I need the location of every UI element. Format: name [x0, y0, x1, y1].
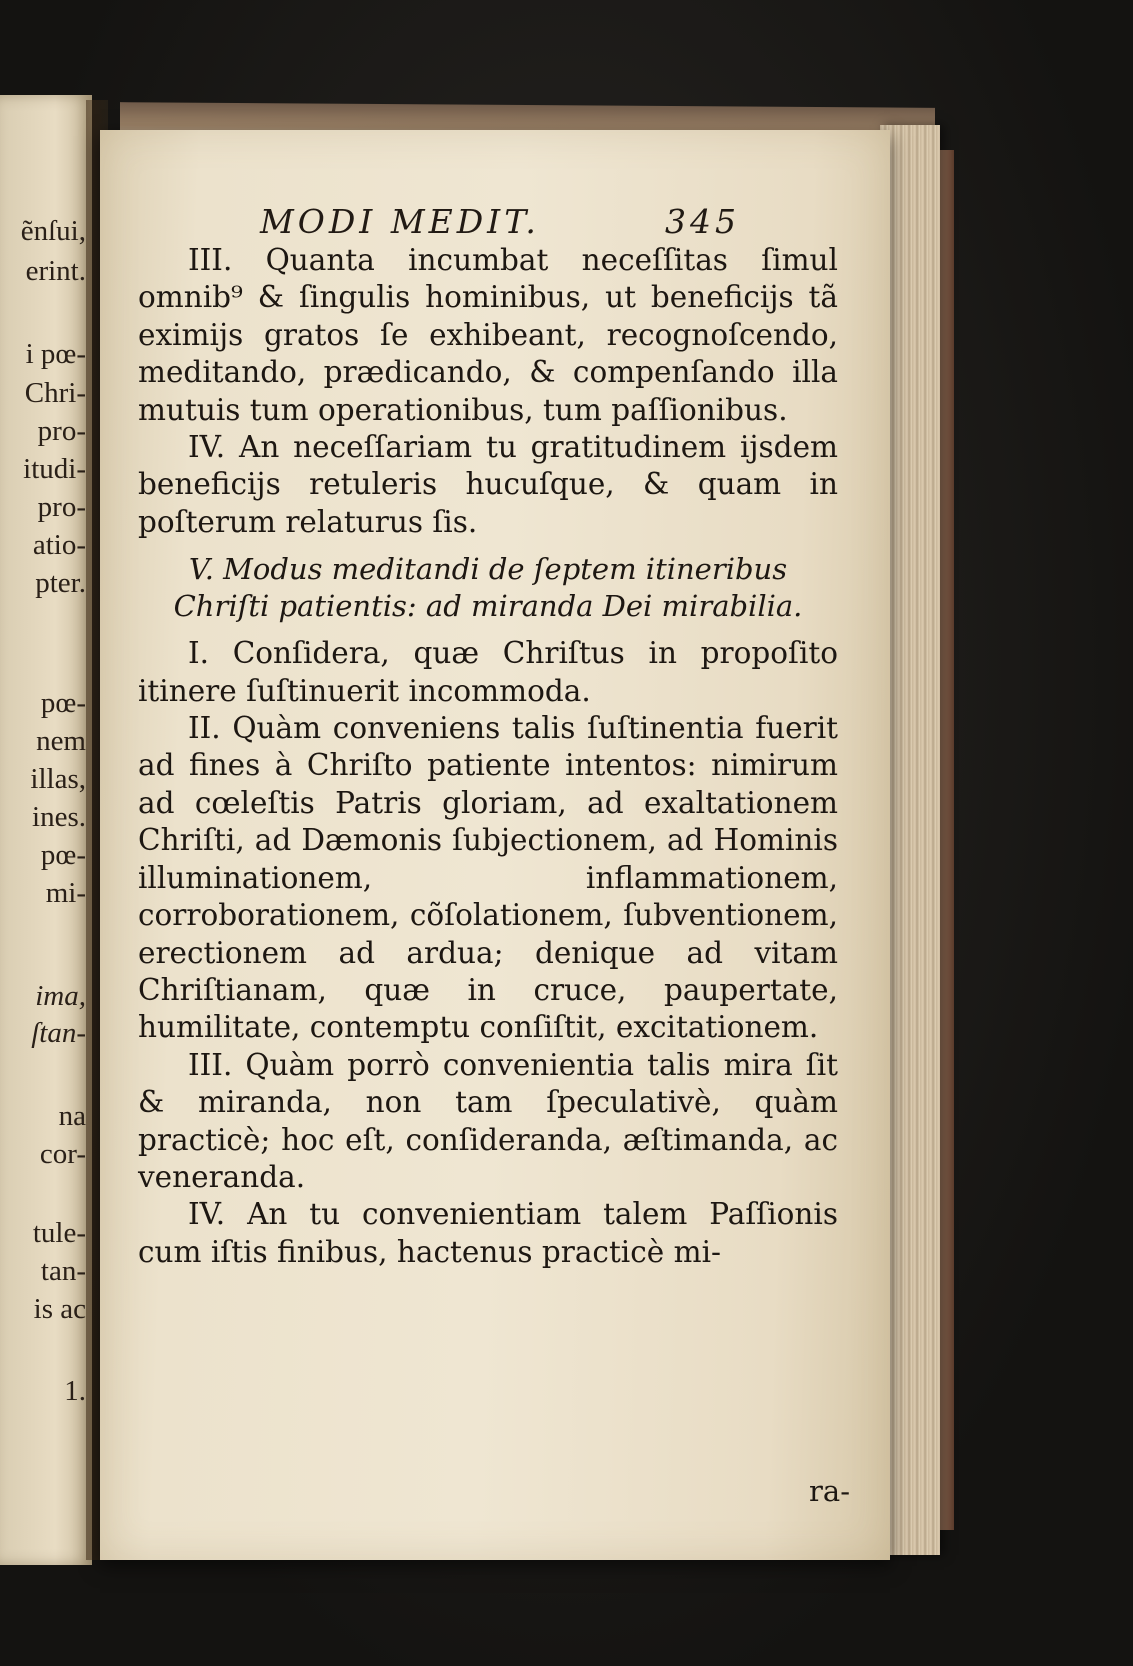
left-fragment: pro-	[37, 415, 86, 447]
paragraph: I. Conſidera, quæ Chriſtus in propoſito itinere ſuſtinuerit incommoda.	[138, 636, 838, 708]
running-header	[260, 202, 740, 241]
left-fragment: tan-	[40, 1255, 86, 1287]
paragraph: III. Quanta incumbat neceſſitas ſimul omnib⁹ & ſingulis hominibus, ut beneficijs tã eximijs gratos ſe exhibeant, recognoſcendo, meditando, prædicando, & compenſando illa mutuis tum operationibus, tum paſſionibus.	[138, 243, 838, 427]
left-page-fragment	[0, 95, 92, 1565]
left-fragment: ẽnſui,	[20, 215, 86, 247]
catchword: ra-	[809, 1474, 850, 1508]
paragraph: II. Quàm conveniens talis ſuſtinentia fuerit ad fines à Chriſto patiente intentos: nimirum ad cœleſtis Patris gloriam, ad exaltationem Chriſti, ad Dæmonis ſubjectionem, ad Hominis illuminationem, inflammationem, corroborationem, cõſolationem, ſubventionem, erectionem ad ardua; denique ad vitam Chriſtianam, quæ in cruce, paupertate, humilitate, contemptu conſiſtit, excitationem.	[138, 711, 838, 1045]
left-fragment: cor-	[39, 1138, 86, 1170]
left-fragment: pœ-	[40, 687, 86, 719]
left-fragment: erint.	[25, 255, 86, 287]
left-fragment: pter.	[35, 567, 86, 599]
left-fragment: ſtan-	[31, 1017, 86, 1049]
left-fragment: ima,	[35, 980, 86, 1012]
left-fragment: pro-	[37, 491, 86, 523]
paragraph: IV. An tu convenientiam talem Paſſionis cum iſtis finibus, hactenus practicè mi-	[138, 1197, 838, 1269]
paragraph: IV. An neceſſariam tu gratitudinem ijsdem beneficijs retuleris hucuſque, & quam in poſterum relaturus ſis.	[138, 430, 838, 539]
section-heading: V. Modus meditandi de ſeptem itineribus Chriſti patientis: ad miranda Dei mirabilia.	[173, 552, 803, 624]
page-body	[138, 242, 838, 1271]
paragraph: III. Quàm porrò convenientia talis mira ſit & miranda, non tam ſpeculativè, quàm practicè; hoc eſt, conſideranda, æſtimanda, ac veneranda.	[138, 1047, 838, 1194]
left-fragment: mi-	[45, 877, 86, 909]
left-fragment: na	[58, 1100, 86, 1132]
page-number: 345	[665, 202, 740, 241]
left-fragment: i pœ-	[25, 338, 86, 370]
left-fragment: illas,	[30, 763, 86, 795]
left-fragment: itudi-	[23, 453, 86, 485]
running-head-title: MODI MEDIT.	[260, 202, 540, 241]
left-fragment: nem	[36, 725, 86, 757]
left-fragment: is ac	[33, 1293, 86, 1325]
left-fragment: Chri-	[24, 377, 86, 409]
left-fragment: atio-	[32, 529, 86, 561]
left-fragment: tule-	[32, 1217, 86, 1249]
left-fragment: ines.	[32, 801, 86, 833]
right-page	[100, 130, 890, 1560]
left-fragment: 1.	[64, 1375, 86, 1407]
left-fragment: pœ-	[40, 839, 86, 871]
